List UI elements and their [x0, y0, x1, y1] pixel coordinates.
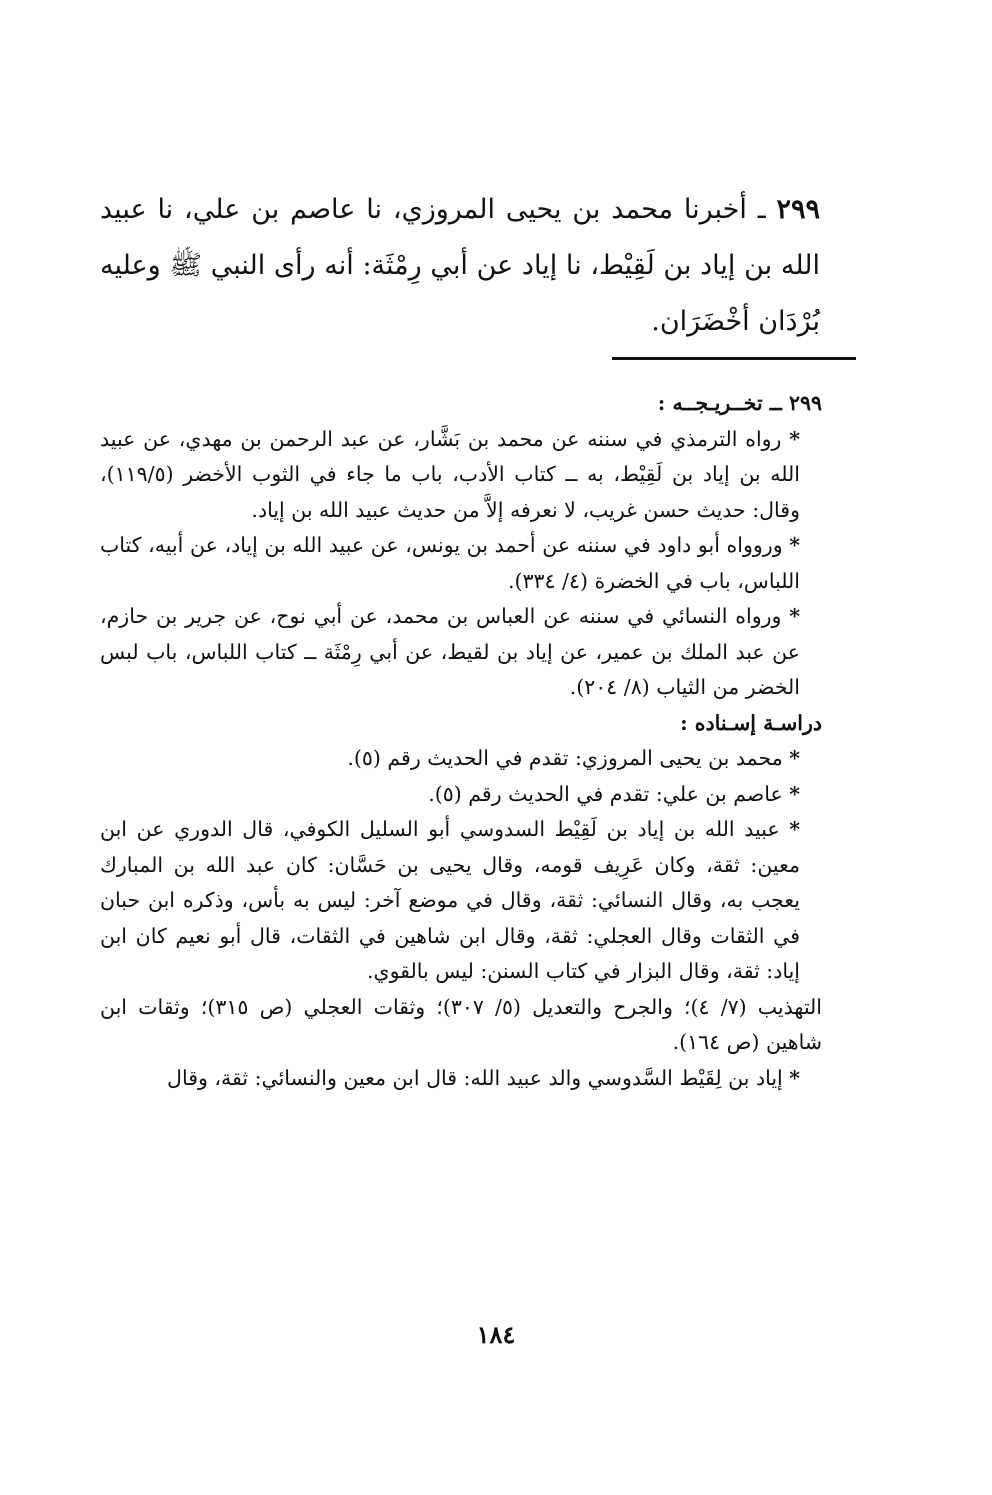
narrator-entry: [100, 777, 822, 813]
bullet-star: *: [789, 533, 800, 557]
narrator-entry: [100, 1061, 822, 1097]
narrator-text: إياد بن لِقَيْط السَّدوسي والد عبيد الله: قال ابن معين والنسائي: ثقة، وقال: [167, 1065, 783, 1090]
narrator-entry: [100, 741, 822, 777]
hadith-body: ـ أخبرنا محمد بن يحيى المروزي، نا عاصم بن علي، نا عبيد الله بن إياد بن لَقِيْط، نا إياد عن أبي رِمْثَة: أنه رأى النبي ﷺ وعليه بُرْدَان أخْضَرَان.: [100, 194, 820, 337]
takhrij-paragraph: [100, 528, 822, 599]
bullet-star: *: [789, 426, 800, 451]
bullet-star: *: [789, 1065, 800, 1090]
sources-line: التهذيب (٧/ ٤)؛ والجرح والتعديل (٥/ ٣٠٧)؛ وثقات العجلي (ص ٣١٥)؛ وثقات ابن شاهين (ص ١٦٤).: [100, 994, 822, 1054]
takhrij-paragraph: [100, 422, 822, 529]
footnote-separator: [612, 357, 856, 360]
narrator-entry: [100, 812, 822, 990]
hadith-text: [100, 182, 820, 350]
bullet-star: *: [789, 746, 800, 770]
bullet-star: *: [789, 817, 800, 841]
narrator-text: محمد بن يحيى المروزي: تقدم في الحديث رقم (٥).: [347, 746, 783, 770]
narrator-text: عاصم بن علي: تقدم في الحديث رقم (٥).: [428, 781, 783, 806]
footnotes: [100, 386, 822, 1096]
takhrij-heading: ٢٩٩ ــ تخــريـجــه :: [657, 391, 822, 415]
dirasa-heading: دراسـة إسـناده :: [680, 710, 822, 735]
takhrij-text: ورواه النسائي في سننه عن العباس بن محمد، عن أبي نوح، عن جرير بن حازم، عن عبد الملك بن عمير، عن إياد بن لقيط، عن أبي رِمْثَة ــ كتاب اللباس، باب لبس الخضر من الثياب (٨/ ٢٠٤).: [100, 604, 800, 699]
narrator-text: عبيد الله بن إياد بن لَقِيْط السدوسي أبو السليل الكوفي، قال الدوري عن ابن معين: ثقة، وكان عَرِيف قومه، وقال يحيى بن حَسَّان: كان عبد الله بن المبارك يعجب به، وقال النسائي: ثقة، وقال في موضع آخر: ليس به بأس، وذكره ابن حبان في الثقات وقال العجلي: ثقة، وقال ابن شاهين في الثقات، قال أبو نعيم كان ابن إياد: ثقة، وقال البزار في كتاب السنن: ليس بالقوي.: [100, 817, 800, 983]
hadith-number: ٢٩٩: [776, 194, 820, 225]
takhrij-paragraph: [100, 599, 822, 706]
page-number: ١٨٤: [476, 1320, 516, 1349]
takhrij-text: رواه الترمذي في سننه عن محمد بن بَشَّار، عن عبد الرحمن بن مهدي، عن عبيد الله بن إياد بن لَقِيْط، به ــ كتاب الأدب، باب ما جاء في الثوب الأخضر (١١٩/٥)، وقال: حديث حسن غريب، لا نعرفه إلاَّ من حديث عبيد الله بن إياد.: [100, 426, 800, 522]
bullet-star: *: [789, 604, 800, 628]
bullet-star: *: [789, 781, 800, 806]
takhrij-text: وروواه أبو داود في سننه عن أحمد بن يونس، عن عبيد الله بن إياد، عن أبيه، كتاب اللباس، باب في الخضرة (٤/ ٣٣٤).: [100, 533, 800, 593]
